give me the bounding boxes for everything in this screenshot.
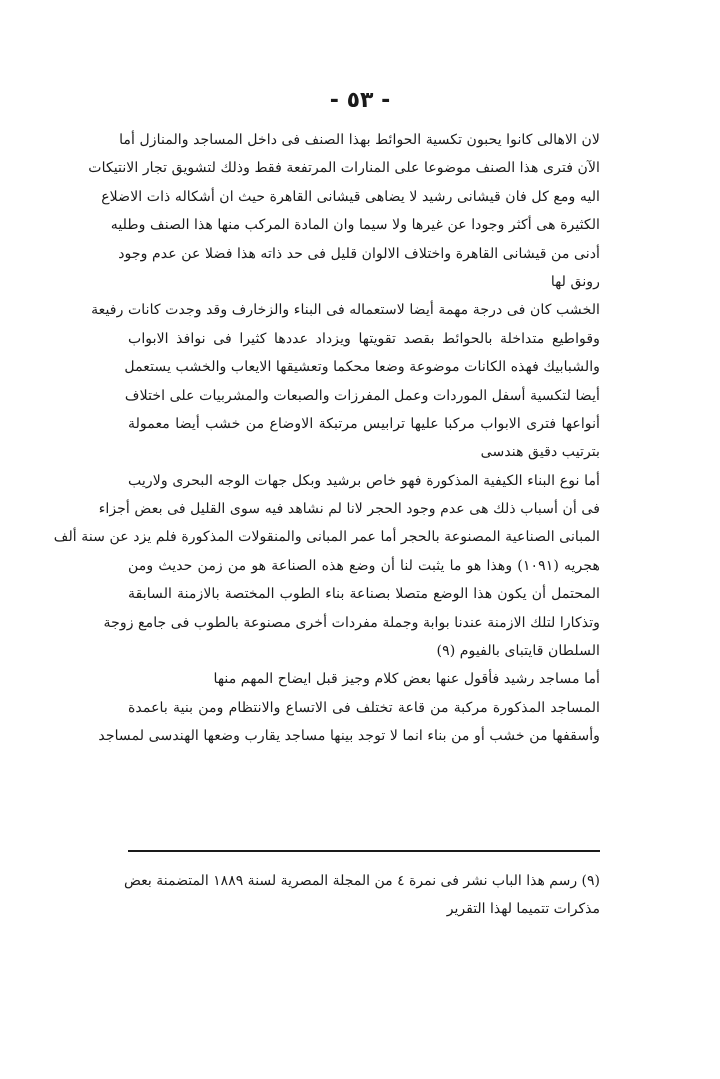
text-line: وأسقفها من خشب أو من بناء انما لا توجد بينها مساجد يقارب وضعها الهندسى لمساجد bbox=[98, 728, 600, 745]
text-line: اليه ومع كل فان قيشانى رشيد لا يضاهى قيشانى القاهرة حيث ان أشكاله ذات الاضلاع bbox=[101, 188, 600, 205]
text-line: لان الاهالى كانوا يحبون تكسية الحوائط بهذا الصنف فى داخل المساجد والمنازل أما bbox=[119, 132, 600, 148]
text-line: هجريه (١٠٩١) وهذا هو ما يثبت لنا أن وضع هذه الصناعة هو من زمن حديث ومن bbox=[128, 557, 600, 574]
paragraph bbox=[91, 296, 600, 466]
footnote-line: مذكرات تتميما لهذا التقرير bbox=[446, 901, 600, 918]
text-line: أما نوع البناء الكيفية المذكورة فهو خاص برشيد وبكل جهات الوجه البحرى ولاريب bbox=[128, 472, 600, 489]
footnote-divider bbox=[128, 850, 600, 852]
footnote-line: (٩) رسم هذا الباب نشر فى نمرة ٤ من المجلة المصرية لسنة ١٨٨٩ المتضمنة بعض bbox=[124, 873, 600, 889]
text-line: المبانى الصناعية المصنوعة بالحجر أما عمر المبانى والمنقولات المذكورة فلم يزد عن سنة ألف bbox=[53, 529, 600, 546]
body-text bbox=[53, 126, 600, 751]
text-line: وقواطيع متداخلة بالحوائط بقصد تقويتها ويزداد عددها كثيرا فى نوافذ الابواب bbox=[128, 330, 600, 347]
paragraph bbox=[88, 126, 600, 296]
text-line: المساجد المذكورة مركبة من قاعة تختلف فى الاتساع والانتظام ومن بنية باعمدة bbox=[128, 699, 600, 716]
text-line: والشبابيك فهذه الكانات موضوعة وضعا محكما وتعشيقها الايعاب والخشب يستعمل bbox=[124, 359, 600, 376]
page-number: - ٥٣ - bbox=[329, 88, 391, 113]
text-line: وتذكارا لتلك الازمنة عندنا بوابة وجملة مفردات أخرى مصنوعة بالطوب فى جامع زوجة bbox=[103, 614, 600, 631]
text-line: الكثيرة هى أكثر وجودا عن غيرها ولا سيما وان المادة المركب منها هذا الصنف وطليه bbox=[110, 217, 600, 234]
text-line: أنواعها فترى الابواب مركبا عليها ترابيس مرتبكة الاوضاع من خشب أيضا معمولة bbox=[128, 415, 600, 432]
text-line: أيضا لتكسية أسفل الموردات وعمل المفرزات والصبعات والمشربيات على اختلاف bbox=[124, 387, 600, 404]
text-line: فى أن أسباب ذلك هى عدم وجود الحجر لانا لم نشاهد فيه سوى القليل فى بعض أجزاء bbox=[98, 501, 600, 518]
text-line: بترتيب دقيق هندسى bbox=[480, 444, 600, 461]
text-line: الآن فترى هذا الصنف موضوعا على المنارات المرتفعة فقط وذلك لتشويق تجار الانتيكات bbox=[88, 160, 600, 177]
paragraph bbox=[128, 665, 600, 693]
text-line: أدنى من قيشانى القاهرة واختلاف الالوان قليل فى حد ذاته هذا فضلا عن عدم وجود bbox=[118, 245, 600, 262]
text-line: السلطان قايتباى بالفيوم (٩) bbox=[436, 643, 600, 660]
text-line: الخشب كان فى درجة مهمة أيضا لاستعماله فى البناء والزخارف وقد وجدت كانات رفيعة bbox=[91, 302, 600, 319]
paragraph bbox=[53, 467, 600, 666]
paragraph bbox=[98, 694, 600, 751]
text-line: رونق لها bbox=[550, 273, 600, 290]
text-line: المحتمل أن يكون هذا الوضع متصلا بصناعة بناء الطوب المختصة بالازمنة السابقة bbox=[128, 586, 600, 603]
footnote bbox=[124, 866, 600, 923]
text-line: أما مساجد رشيد فأقول عنها بعض كلام وجيز قبل ايضاح المهم منها bbox=[213, 671, 600, 688]
